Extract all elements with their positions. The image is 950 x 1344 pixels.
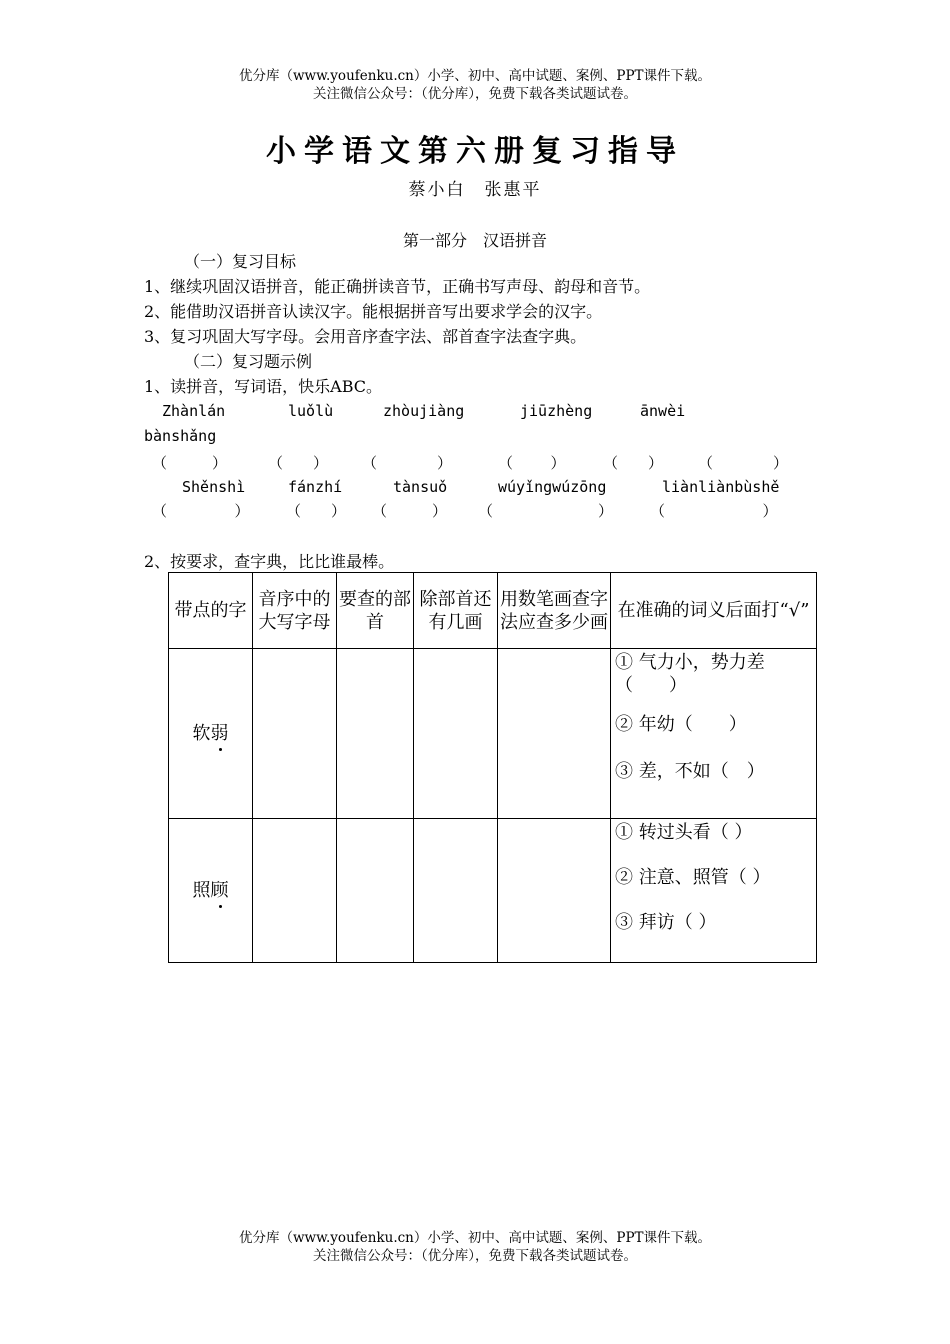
site-header-line-1: 优分库（www.youfenku.cn）小学、初中、高中试题、案例、PPT课件下载。 [238,68,712,84]
pinyin-item: fánzhí [288,478,343,496]
meaning-option[interactable]: ① 转过头看（ ） [615,822,753,843]
site-header-line-2: 关注微信公众号：（优分库），免费下载各类试题试卷。 [313,86,637,102]
answer-blank[interactable]: （ ） [286,502,347,520]
header-cell: 在准确的词义后面打“√” [611,573,817,649]
table-row [169,649,817,819]
pinyin-item: zhòujiàng [383,402,465,420]
goal-item-1: 1、继续巩固汉语拼音，能正确拼读音节，正确书写声母、韵母和音节。 [144,277,651,296]
answer-blank[interactable]: （ ） [478,502,614,520]
answer-cell[interactable] [414,819,498,963]
answer-blank[interactable]: （ ） [498,454,566,472]
answer-blank[interactable]: （ ） [603,454,664,472]
meaning-option[interactable]: ③ 差，不如（ ） [615,761,765,782]
pinyin-item: luǒlù [288,402,334,420]
header-cell: 用数笔画查字法应查多少画 [498,573,611,649]
meaning-option[interactable]: ② 注意、照管（ ） [615,867,771,888]
answer-blank[interactable]: （ ） [362,454,453,472]
answer-cell[interactable] [253,649,337,819]
pinyin-item: bànshǎng [144,427,217,445]
site-footer-line-1: 优分库（www.youfenku.cn）小学、初中、高中试题、案例、PPT课件下载。 [238,1230,712,1246]
dotted-char: 弱 [210,723,229,744]
meaning-option[interactable]: ② 年幼（ ） [615,714,747,735]
answer-cell[interactable] [337,819,414,963]
header-cell: 要查的部首 [337,573,414,649]
answer-blank[interactable]: （ ） [650,502,778,520]
site-footer-line-2: 关注微信公众号：（优分库），免费下载各类试题试卷。 [313,1248,637,1264]
part-title: 第一部分 汉语拼音 [402,231,547,250]
word-cell: 软弱 [169,649,253,819]
answer-blank[interactable]: （ ） [152,502,250,520]
goal-item-2: 2、能借助汉语拼音认读汉字。能根据拼音写出要求学会的汉字。 [144,302,603,321]
table-row [169,819,817,963]
meaning-options-cell [611,649,817,819]
document-title: 小学语文第六册复习指导 [266,134,684,169]
answer-cell[interactable] [253,819,337,963]
pinyin-item: Zhànlán [162,402,226,420]
dotted-char: 顾 [210,880,229,901]
header-cell: 除部首还有几画 [414,573,498,649]
word-cell: 照顾 [169,819,253,963]
table-header-row [169,573,817,649]
answer-blank[interactable]: （ ） [152,454,228,472]
pinyin-item: liànliànbùshě [662,478,780,496]
answer-cell[interactable] [414,649,498,819]
pinyin-item: jiūzhèng [520,402,593,420]
meaning-option[interactable]: ① 气力小，势力差（ ） [615,652,765,696]
meaning-options-cell [611,819,817,963]
pinyin-item: Shěnshì [182,478,246,496]
header-cell: 带点的字 [169,573,253,649]
question-1: 1、读拼音，写词语，快乐ABC。 [144,377,383,396]
meaning-option[interactable]: ③ 拜访（ ） [615,912,717,933]
answer-blank[interactable]: （ ） [268,454,329,472]
section1-heading: （一）复习目标 [184,252,297,271]
answer-cell[interactable] [337,649,414,819]
goal-item-3: 3、复习巩固大写字母。会用音序查字法、部首查字法查字典。 [144,327,587,346]
answer-cell[interactable] [498,819,611,963]
pinyin-item: wúyǐngwúzōng [498,478,607,496]
answer-cell[interactable] [498,649,611,819]
header-cell: 音序中的大写字母 [253,573,337,649]
question-2: 2、按要求，查字典，比比谁最棒。 [144,552,395,571]
answer-blank[interactable]: （ ） [698,454,789,472]
pinyin-item: tànsuǒ [393,478,448,496]
authors: 蔡小白 张惠平 [408,180,542,200]
section2-heading: （二）复习题示例 [184,352,313,371]
pinyin-item: ānwèi [640,402,686,420]
answer-blank[interactable]: （ ） [372,502,448,520]
dictionary-table [168,572,817,963]
